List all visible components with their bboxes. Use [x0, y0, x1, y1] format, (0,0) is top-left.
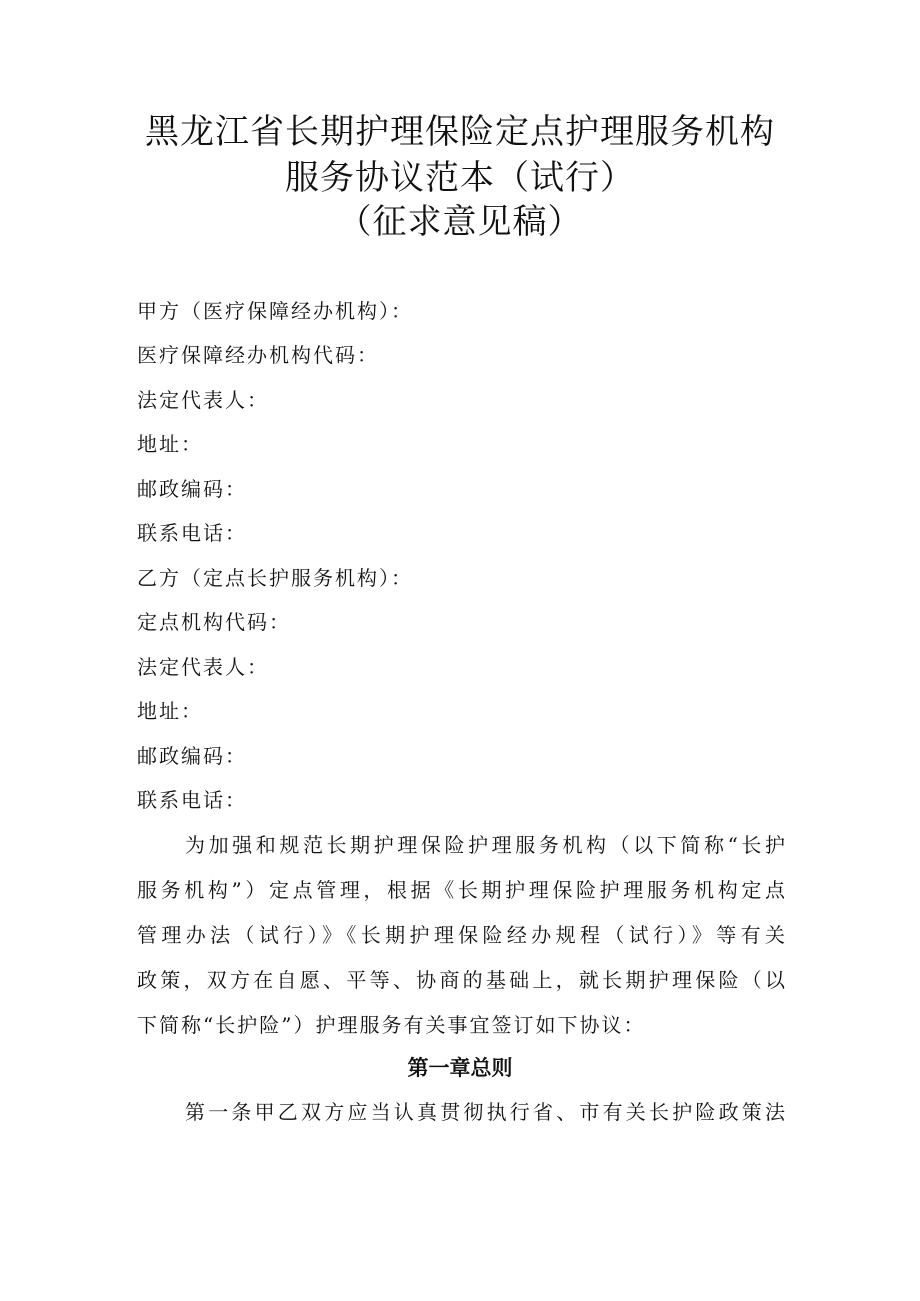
preamble-line: 下简称“长护险”）护理服务有关事宜签订如下协议：	[137, 1013, 646, 1037]
party-b-postal-code-field: 邮政编码：	[137, 744, 247, 768]
preamble-line: 政策，双方在自愿、平等、协商的基础上，就长期护理保险（以	[137, 968, 787, 992]
party-a-phone-field: 联系电话：	[137, 521, 247, 545]
document-title-line-2: 服务协议范本（试行）	[285, 158, 635, 198]
article-1-text: 第一条甲乙双方应当认真贯彻执行省、市有关长护险政策法	[185, 1100, 787, 1124]
party-b-legal-rep-field: 法定代表人：	[137, 655, 269, 679]
party-b-code-field: 定点机构代码：	[137, 610, 291, 634]
preamble-line: 管理办法（试行）》《长期护理保险经办规程（试行）》等有关	[137, 923, 787, 947]
document-title-line-3: （征求意见稿）	[337, 202, 583, 242]
party-a-code-field: 医疗保障经办机构代码：	[137, 343, 379, 367]
preamble-line: 为加强和规范长期护理保险护理服务机构（以下简称“长护	[185, 833, 787, 857]
party-b-phone-field: 联系电话：	[137, 788, 247, 812]
party-b-heading: 乙方（定点长护服务机构）：	[137, 566, 413, 590]
preamble-paragraph	[137, 830, 787, 1055]
party-b-address-field: 地址：	[137, 699, 203, 723]
chapter-1-heading: 第一章总则	[407, 1056, 513, 1080]
party-a-postal-code-field: 邮政编码：	[137, 477, 247, 501]
document-title-line-1: 黑龙江省长期护理保险定点护理服务机构	[145, 112, 775, 152]
party-a-heading: 甲方（医疗保障经办机构）：	[137, 299, 413, 323]
preamble-line: 服务机构”）定点管理，根据《长期护理保险护理服务机构定点	[137, 878, 787, 902]
party-a-legal-rep-field: 法定代表人：	[137, 388, 269, 412]
party-a-address-field: 地址：	[137, 432, 203, 456]
